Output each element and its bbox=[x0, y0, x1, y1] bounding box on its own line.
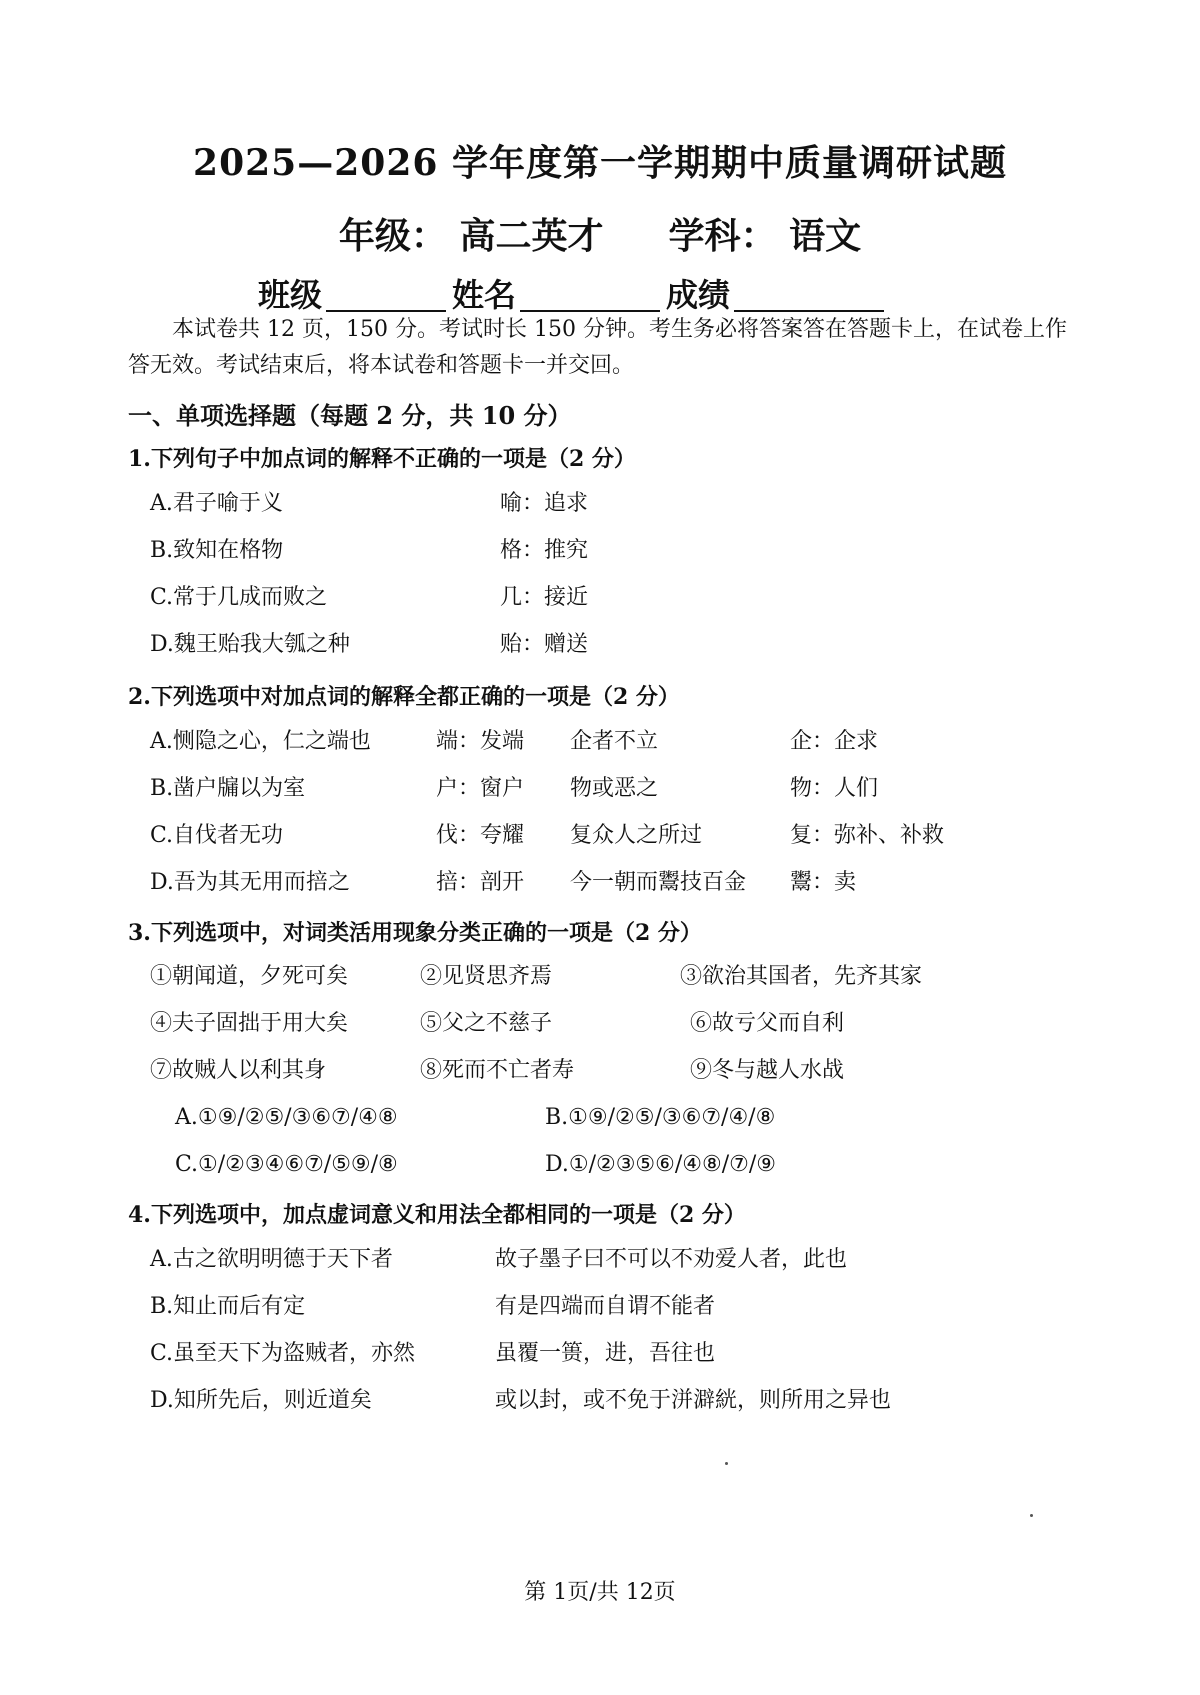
option-gloss: 户：窗户 bbox=[436, 776, 525, 801]
answer-choice: C.①/②③④⑥⑦/⑤⑨/⑧ bbox=[175, 1152, 398, 1177]
option-sentence-2: 今一朝而鬻技百金 bbox=[570, 870, 747, 895]
option-sentence-2: 有是四端而自谓不能者 bbox=[495, 1294, 716, 1319]
subject-value: 语文 bbox=[789, 216, 862, 257]
score-label: 成绩 bbox=[666, 276, 731, 314]
sentence-item: ⑤父之不慈子 bbox=[420, 1011, 553, 1036]
option-sentence-2: 或以封，或不免于洴澼絖，则所用之异也 bbox=[495, 1388, 892, 1413]
scan-speck bbox=[1030, 1514, 1033, 1517]
option-sentence: C.自伐者无功 bbox=[150, 823, 284, 848]
option-sentence: B.凿户牖以为室 bbox=[150, 776, 306, 801]
name-label: 姓名 bbox=[452, 276, 517, 314]
option-sentence-2: 故子墨子曰不可以不劝爱人者，此也 bbox=[495, 1247, 848, 1272]
question-3-stem: 3.下列选项中，对词类活用现象分类正确的一项是（2 分） bbox=[128, 920, 702, 946]
option-gloss: 伐：夸耀 bbox=[436, 823, 525, 848]
option-gloss-2: 复：弥补、补救 bbox=[790, 823, 945, 848]
option-sentence-2: 物或恶之 bbox=[570, 776, 659, 801]
sentence-item: ④夫子固拙于用大矣 bbox=[150, 1011, 349, 1036]
option-text: D.魏王贻我大瓠之种 bbox=[150, 632, 350, 657]
class-label: 班级 bbox=[258, 276, 323, 314]
sentence-item: ⑨冬与越人水战 bbox=[690, 1058, 845, 1083]
subject-label: 学科： bbox=[668, 216, 777, 257]
class-blank bbox=[326, 280, 446, 312]
option-sentence: A.恻隐之心，仁之端也 bbox=[150, 729, 371, 754]
exam-instructions: 本试卷共 12 页，150 分。考试时长 150 分钟。考生务必将答案答在答题卡上，在试卷上作答无效。考试结束后，将本试卷和答题卡一并交回。 bbox=[128, 317, 1067, 378]
option-sentence: D.知所先后，则近道矣 bbox=[150, 1388, 372, 1413]
scan-speck bbox=[725, 1462, 728, 1465]
option-text: A.君子喻于义 bbox=[150, 491, 283, 516]
option-sentence-2: 企者不立 bbox=[570, 729, 659, 754]
sentence-item: ①朝闻道，夕死可矣 bbox=[150, 964, 349, 989]
question-1-stem: 1.下列句子中加点词的解释不正确的一项是（2 分） bbox=[128, 446, 636, 472]
grade-value: 高二英才 bbox=[459, 216, 604, 257]
grade-subject-line bbox=[0, 208, 1200, 259]
option-sentence-2: 虽覆一篑，进，吾往也 bbox=[495, 1341, 716, 1366]
question-4-stem: 4.下列选项中，加点虚词意义和用法全都相同的一项是（2 分） bbox=[128, 1202, 746, 1228]
option-sentence: C.虽至天下为盗贼者，亦然 bbox=[150, 1341, 416, 1366]
option-sentence: B.知止而后有定 bbox=[150, 1294, 306, 1319]
sentence-item: ②见贤思齐焉 bbox=[420, 964, 553, 989]
score-blank bbox=[734, 280, 884, 312]
sentence-item: ⑦故贼人以利其身 bbox=[150, 1058, 327, 1083]
option-text: C.常于几成而败之 bbox=[150, 585, 328, 610]
option-gloss: 格：推究 bbox=[500, 538, 589, 563]
answer-choice: B.①⑨/②⑤/③⑥⑦/④/⑧ bbox=[545, 1105, 776, 1130]
section-title: 一、单项选择题（每题 2 分，共 10 分） bbox=[128, 401, 572, 430]
option-gloss: 掊：剖开 bbox=[436, 870, 525, 895]
page-footer: 第 1页/共 12页 bbox=[524, 1580, 676, 1605]
option-sentence: D.吾为其无用而掊之 bbox=[150, 870, 350, 895]
exam-title: 2025—2026 学年度第一学期期中质量调研试题 bbox=[193, 142, 1007, 184]
option-sentence-2: 复众人之所过 bbox=[570, 823, 703, 848]
answer-choice: A.①⑨/②⑤/③⑥⑦/④⑧ bbox=[175, 1105, 398, 1130]
option-gloss: 喻：追求 bbox=[500, 491, 589, 516]
question-2-stem: 2.下列选项中对加点词的解释全都正确的一项是（2 分） bbox=[128, 684, 680, 710]
name-blank bbox=[520, 280, 660, 312]
sentence-item: ⑥故亏父而自利 bbox=[690, 1011, 845, 1036]
grade-label: 年级： bbox=[338, 216, 447, 257]
student-info-line bbox=[258, 270, 890, 316]
option-text: B.致知在格物 bbox=[150, 538, 284, 563]
option-gloss: 端：发端 bbox=[436, 729, 525, 754]
option-gloss-2: 物：人们 bbox=[790, 776, 879, 801]
option-gloss: 贻：赠送 bbox=[500, 632, 589, 657]
option-gloss: 几：接近 bbox=[500, 585, 589, 610]
option-sentence: A.古之欲明明德于天下者 bbox=[150, 1247, 393, 1272]
sentence-item: ③欲治其国者，先齐其家 bbox=[680, 964, 923, 989]
sentence-item: ⑧死而不亡者寿 bbox=[420, 1058, 575, 1083]
option-gloss-2: 企：企求 bbox=[790, 729, 879, 754]
option-gloss-2: 鬻：卖 bbox=[790, 870, 857, 895]
answer-choice: D.①/②③⑤⑥/④⑧/⑦/⑨ bbox=[545, 1152, 776, 1177]
